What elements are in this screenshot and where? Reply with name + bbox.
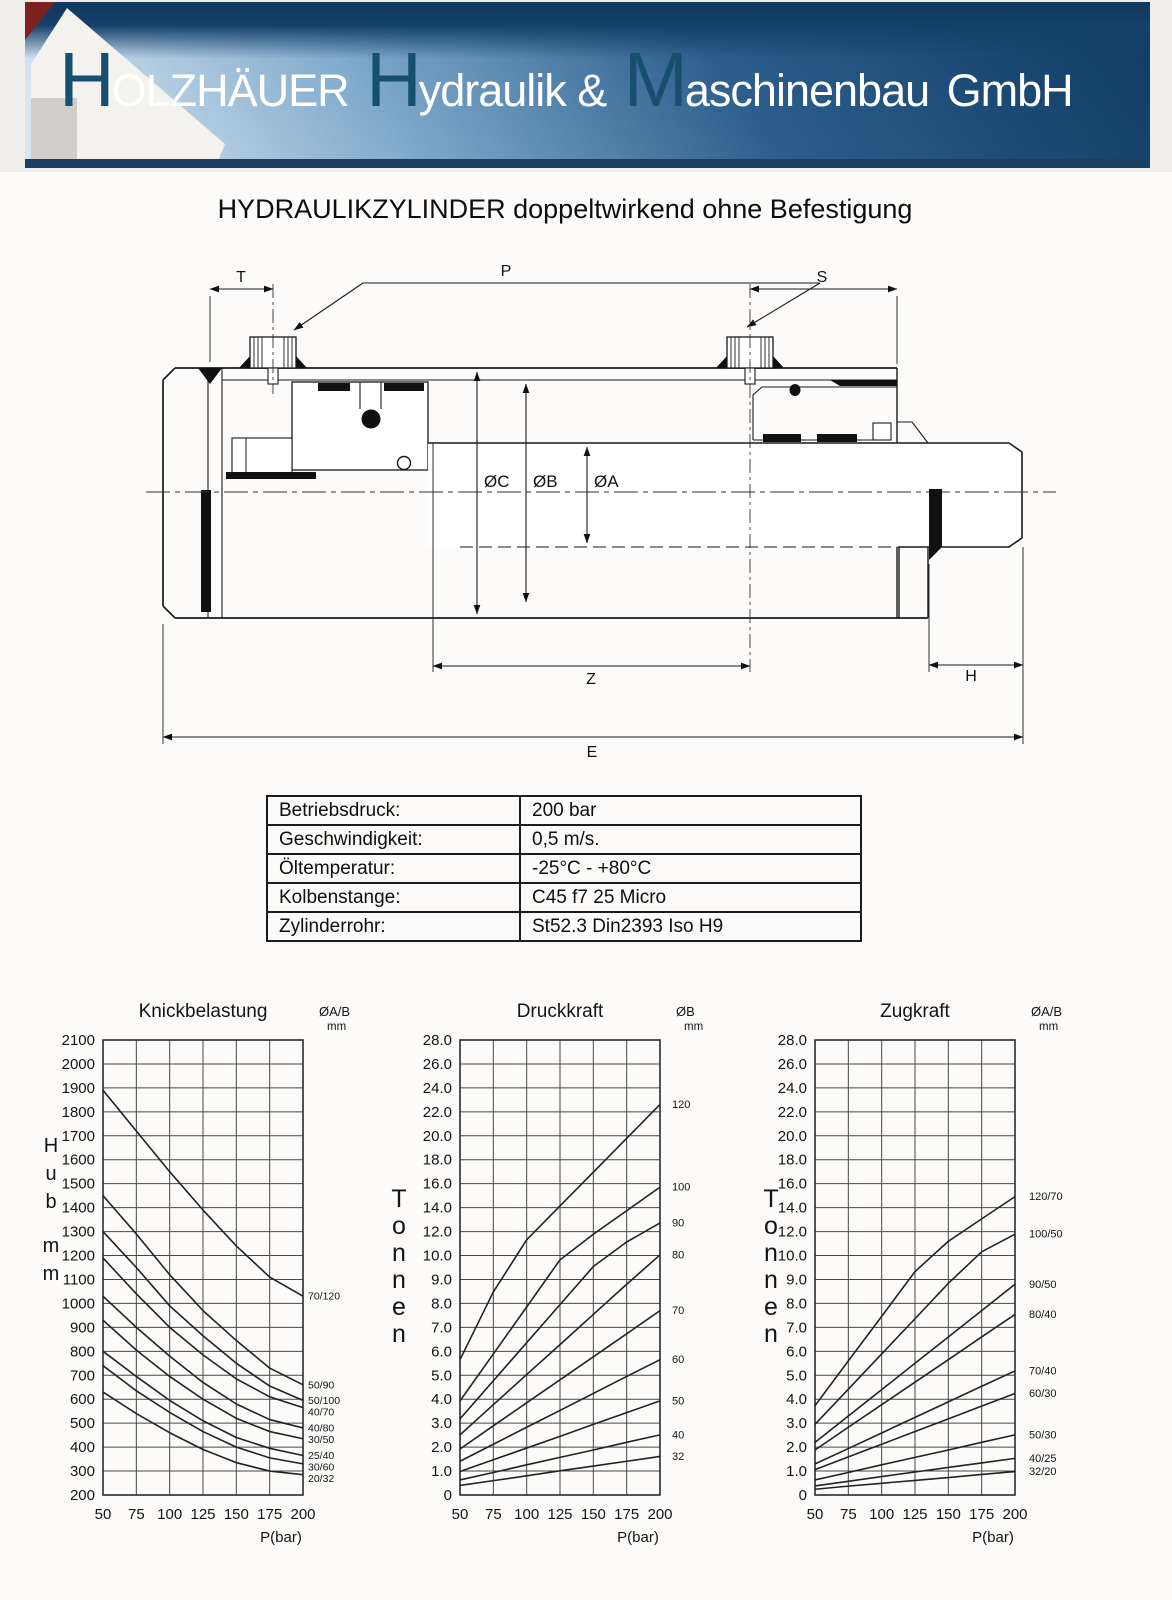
spec-value: -25°C - +80°C xyxy=(520,854,861,883)
svg-text:2000: 2000 xyxy=(61,1055,95,1073)
svg-text:40: 40 xyxy=(672,1429,685,1442)
document-title: HYDRAULIKZYLINDER doppeltwirkend ohne Befestigung xyxy=(217,194,913,224)
svg-text:n: n xyxy=(764,1266,778,1294)
svg-text:20.0: 20.0 xyxy=(422,1127,452,1145)
svg-text:50/100: 50/100 xyxy=(308,1394,341,1407)
rod-wiper-seal-mark xyxy=(929,489,942,560)
logo-initial-h1: H xyxy=(59,37,112,123)
svg-text:26.0: 26.0 xyxy=(422,1055,452,1073)
svg-text:4.0: 4.0 xyxy=(431,1391,452,1409)
svg-text:30/50: 30/50 xyxy=(308,1433,335,1446)
logo-initial-m: M xyxy=(623,37,685,123)
svg-text:50: 50 xyxy=(94,1506,112,1523)
svg-text:50: 50 xyxy=(451,1506,469,1523)
spec-label: Betriebsdruck: xyxy=(267,796,520,825)
end-cap-seal-mark xyxy=(201,490,211,612)
svg-text:1600: 1600 xyxy=(61,1151,95,1169)
svg-text:125: 125 xyxy=(547,1506,573,1523)
svg-text:u: u xyxy=(45,1163,57,1185)
svg-text:9.0: 9.0 xyxy=(431,1271,452,1289)
svg-text:9.0: 9.0 xyxy=(786,1271,807,1289)
svg-text:90/50: 90/50 xyxy=(1029,1278,1057,1291)
rod-seal-mark-1 xyxy=(763,434,801,442)
svg-text:Zugkraft: Zugkraft xyxy=(880,1001,950,1022)
svg-text:100: 100 xyxy=(157,1506,183,1523)
svg-text:1800: 1800 xyxy=(61,1103,95,1121)
svg-text:2100: 2100 xyxy=(61,1032,95,1049)
svg-text:mm: mm xyxy=(684,1021,704,1033)
svg-text:1.0: 1.0 xyxy=(786,1463,807,1481)
svg-text:18.0: 18.0 xyxy=(422,1151,452,1169)
logo-word-holzhauer: OLZHÄUER xyxy=(111,65,349,116)
svg-text:70: 70 xyxy=(672,1305,685,1318)
svg-text:n: n xyxy=(392,1239,406,1267)
weld-triangle-mark xyxy=(198,368,222,384)
svg-text:16.0: 16.0 xyxy=(422,1175,452,1193)
spec-row xyxy=(267,854,861,883)
svg-text:1900: 1900 xyxy=(61,1079,95,1097)
svg-text:26.0: 26.0 xyxy=(777,1055,807,1073)
svg-text:10.0: 10.0 xyxy=(777,1247,807,1265)
svg-text:Knickbelastung: Knickbelastung xyxy=(138,1001,268,1022)
chart-druckkraft xyxy=(385,995,715,1555)
svg-text:75: 75 xyxy=(839,1506,857,1523)
spec-value: C45 f7 25 Micro xyxy=(520,883,861,912)
rod-seal-mark-2 xyxy=(817,434,857,442)
svg-text:50/30: 50/30 xyxy=(1029,1429,1057,1442)
svg-text:1500: 1500 xyxy=(61,1175,95,1193)
svg-text:1300: 1300 xyxy=(61,1223,95,1241)
svg-text:150: 150 xyxy=(223,1506,249,1523)
spec-label: Zylinderrohr: xyxy=(267,912,520,941)
svg-text:200: 200 xyxy=(290,1506,316,1523)
svg-text:32: 32 xyxy=(672,1450,685,1463)
svg-text:100: 100 xyxy=(869,1506,895,1523)
svg-text:100: 100 xyxy=(672,1181,691,1194)
svg-text:1.0: 1.0 xyxy=(431,1463,452,1481)
dim-label-e: E xyxy=(586,744,598,761)
svg-text:20/32: 20/32 xyxy=(308,1472,335,1485)
svg-text:e: e xyxy=(764,1293,778,1321)
svg-text:12.0: 12.0 xyxy=(422,1223,452,1241)
dim-label-s: S xyxy=(816,269,828,286)
svg-text:ØA/B: ØA/B xyxy=(1031,1004,1063,1019)
svg-text:16.0: 16.0 xyxy=(777,1175,807,1193)
svg-text:0: 0 xyxy=(443,1487,452,1504)
svg-text:60: 60 xyxy=(672,1354,685,1367)
svg-text:80/40: 80/40 xyxy=(1029,1308,1057,1321)
svg-text:175: 175 xyxy=(257,1506,283,1523)
spec-value: St52.3 Din2393 Iso H9 xyxy=(520,912,861,941)
svg-text:6.0: 6.0 xyxy=(431,1343,452,1361)
svg-text:120: 120 xyxy=(672,1098,691,1111)
svg-text:800: 800 xyxy=(69,1343,95,1361)
piston-assembly xyxy=(226,382,428,479)
spec-row xyxy=(267,825,861,854)
svg-text:5.0: 5.0 xyxy=(786,1367,807,1385)
svg-text:175: 175 xyxy=(969,1506,995,1523)
svg-text:28.0: 28.0 xyxy=(777,1032,807,1049)
svg-text:10.0: 10.0 xyxy=(422,1247,452,1265)
svg-text:200: 200 xyxy=(647,1506,673,1523)
svg-text:e: e xyxy=(392,1293,406,1321)
svg-text:80: 80 xyxy=(672,1249,685,1262)
svg-text:700: 700 xyxy=(69,1367,95,1385)
svg-text:500: 500 xyxy=(69,1415,95,1433)
svg-text:12.0: 12.0 xyxy=(777,1223,807,1241)
chart-knickbelastung xyxy=(35,995,380,1555)
svg-text:200: 200 xyxy=(1002,1506,1028,1523)
dim-label-oc: ØC xyxy=(484,472,510,491)
dim-label-oa: ØA xyxy=(594,472,619,491)
svg-text:300: 300 xyxy=(69,1463,95,1481)
svg-text:n: n xyxy=(764,1239,778,1267)
svg-text:o: o xyxy=(392,1212,406,1240)
svg-text:25/40: 25/40 xyxy=(308,1449,335,1462)
svg-text:H: H xyxy=(43,1135,59,1157)
svg-text:600: 600 xyxy=(69,1391,95,1409)
svg-text:m: m xyxy=(42,1263,60,1285)
spec-label: Kolbenstange: xyxy=(267,883,520,912)
logo-word-hydraulik: ydraulik & xyxy=(418,65,607,116)
svg-text:7.0: 7.0 xyxy=(431,1319,452,1337)
spec-value: 200 bar xyxy=(520,796,861,825)
svg-text:20.0: 20.0 xyxy=(777,1127,807,1145)
spec-value: 0,5 m/s. xyxy=(520,825,861,854)
svg-text:40/25: 40/25 xyxy=(1029,1452,1057,1465)
svg-text:3.0: 3.0 xyxy=(786,1415,807,1433)
svg-text:n: n xyxy=(764,1320,778,1348)
svg-text:n: n xyxy=(392,1266,406,1294)
svg-text:14.0: 14.0 xyxy=(422,1199,452,1217)
svg-text:8.0: 8.0 xyxy=(431,1295,452,1313)
svg-text:1200: 1200 xyxy=(61,1247,95,1265)
svg-text:400: 400 xyxy=(69,1439,95,1457)
svg-text:120/70: 120/70 xyxy=(1029,1191,1063,1204)
svg-text:75: 75 xyxy=(127,1506,145,1523)
svg-text:32/20: 32/20 xyxy=(1029,1466,1057,1479)
svg-text:1400: 1400 xyxy=(61,1199,95,1217)
svg-text:175: 175 xyxy=(614,1506,640,1523)
svg-text:200: 200 xyxy=(69,1487,95,1504)
svg-text:T: T xyxy=(763,1185,779,1213)
svg-text:50/90: 50/90 xyxy=(308,1379,335,1392)
svg-text:14.0: 14.0 xyxy=(777,1199,807,1217)
svg-text:1100: 1100 xyxy=(62,1271,95,1289)
svg-text:18.0: 18.0 xyxy=(777,1151,807,1169)
dim-label-ob: ØB xyxy=(533,472,558,491)
spec-label: Geschwindigkeit: xyxy=(267,825,520,854)
svg-text:P(bar): P(bar) xyxy=(617,1529,659,1546)
svg-text:40/70: 40/70 xyxy=(308,1406,335,1419)
spec-label: Öltemperatur: xyxy=(267,854,520,883)
logo-suffix-gmbh: GmbH xyxy=(946,65,1073,116)
chart-zugkraft xyxy=(745,995,1130,1555)
svg-text:900: 900 xyxy=(69,1319,95,1337)
svg-text:50: 50 xyxy=(806,1506,824,1523)
svg-text:22.0: 22.0 xyxy=(777,1103,807,1121)
svg-text:P(bar): P(bar) xyxy=(260,1529,302,1546)
cylinder-cross-section-drawing xyxy=(140,260,1060,772)
svg-text:2.0: 2.0 xyxy=(786,1439,807,1457)
dim-label-z: Z xyxy=(586,671,596,688)
svg-text:mm: mm xyxy=(327,1021,347,1033)
company-name xyxy=(59,37,1073,123)
dim-label-p: P xyxy=(500,263,512,280)
svg-text:60/30: 60/30 xyxy=(1029,1387,1057,1400)
svg-text:8.0: 8.0 xyxy=(786,1295,807,1313)
logo-word-maschinenbau: aschinenbau xyxy=(684,65,930,116)
svg-text:150: 150 xyxy=(580,1506,606,1523)
spec-row xyxy=(267,912,861,941)
svg-text:5.0: 5.0 xyxy=(431,1367,452,1385)
svg-text:ØB: ØB xyxy=(676,1004,695,1019)
svg-text:70/40: 70/40 xyxy=(1029,1365,1057,1378)
spec-row xyxy=(267,883,861,912)
svg-text:100/50: 100/50 xyxy=(1029,1228,1063,1241)
svg-text:24.0: 24.0 xyxy=(422,1079,452,1097)
svg-text:7.0: 7.0 xyxy=(786,1319,807,1337)
dim-label-h: H xyxy=(965,668,977,685)
company-logo-banner xyxy=(25,2,1150,168)
gland-oring-mark xyxy=(790,384,801,396)
svg-text:b: b xyxy=(45,1191,57,1213)
svg-text:100: 100 xyxy=(514,1506,540,1523)
svg-text:70/120: 70/120 xyxy=(308,1290,341,1303)
svg-text:40/80: 40/80 xyxy=(308,1422,335,1435)
dim-label-t: T xyxy=(236,269,246,286)
spec-row xyxy=(267,796,861,825)
svg-text:1000: 1000 xyxy=(61,1295,95,1313)
svg-text:90: 90 xyxy=(672,1217,685,1230)
svg-text:ØA/B: ØA/B xyxy=(319,1004,351,1019)
svg-text:1700: 1700 xyxy=(61,1127,95,1145)
svg-text:3.0: 3.0 xyxy=(431,1415,452,1433)
gland-top-seal-mark xyxy=(830,380,897,386)
specs-table xyxy=(266,795,862,942)
svg-text:mm: mm xyxy=(1039,1021,1059,1033)
svg-text:6.0: 6.0 xyxy=(786,1343,807,1361)
svg-text:m: m xyxy=(42,1235,60,1257)
svg-text:150: 150 xyxy=(935,1506,961,1523)
svg-text:P(bar): P(bar) xyxy=(972,1529,1014,1546)
svg-text:0: 0 xyxy=(798,1487,807,1504)
svg-text:T: T xyxy=(391,1185,407,1213)
svg-text:30/60: 30/60 xyxy=(308,1461,335,1474)
svg-text:24.0: 24.0 xyxy=(777,1079,807,1097)
svg-text:4.0: 4.0 xyxy=(786,1391,807,1409)
svg-text:Druckkraft: Druckkraft xyxy=(516,1001,604,1022)
svg-text:22.0: 22.0 xyxy=(422,1103,452,1121)
svg-text:125: 125 xyxy=(902,1506,928,1523)
svg-text:75: 75 xyxy=(484,1506,502,1523)
svg-text:o: o xyxy=(764,1212,778,1240)
svg-text:2.0: 2.0 xyxy=(431,1439,452,1457)
svg-text:50: 50 xyxy=(672,1395,685,1408)
svg-text:125: 125 xyxy=(190,1506,216,1523)
svg-text:n: n xyxy=(392,1320,406,1348)
logo-initial-h2: H xyxy=(366,37,419,123)
svg-text:28.0: 28.0 xyxy=(422,1032,452,1049)
